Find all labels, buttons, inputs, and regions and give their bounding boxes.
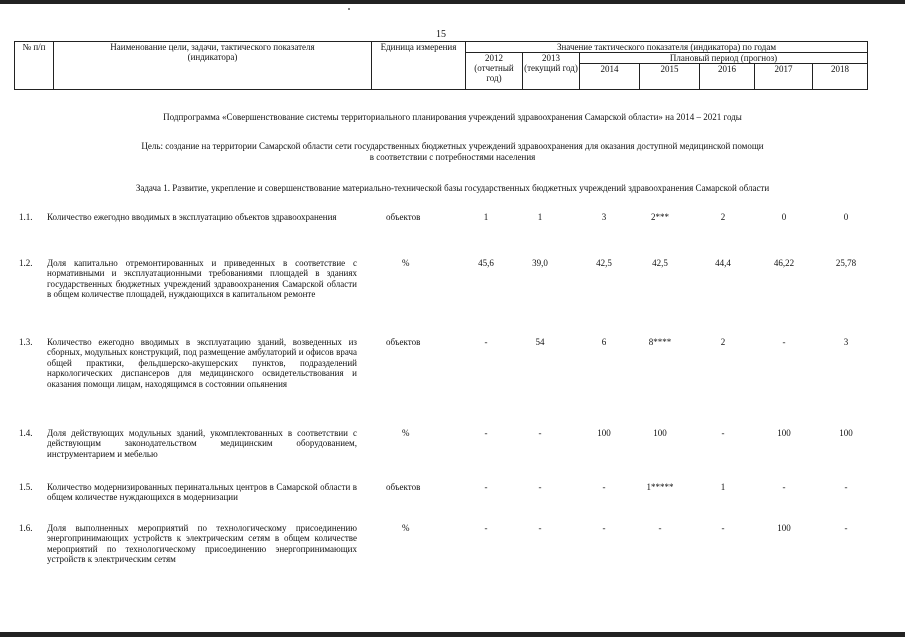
row-name: Количество модернизированных перинатальных центров в Самарской области в общем количестве нуждающихся в модернизации bbox=[47, 482, 357, 503]
value-2013: - bbox=[538, 482, 542, 492]
row-num: 1.1. bbox=[19, 212, 33, 222]
value-2013: - bbox=[538, 523, 542, 533]
value-2016: 2 bbox=[720, 337, 726, 347]
row-name: Доля капитально отремонтированных и приведенных в соответствие с нормативными и эксплуатационными требованиями площадей в зданиях государственных бюджетных учреждений здравоохранения Самарской области в общем количестве площадей, нуждающихся в капитальном ремонте bbox=[47, 258, 357, 300]
row-num: 1.5. bbox=[19, 482, 33, 492]
row-name: Количество ежегодно вводимых в эксплуатацию объектов здравоохранения bbox=[47, 212, 337, 222]
scan-dot bbox=[348, 8, 350, 10]
row-unit: объектов bbox=[386, 212, 421, 222]
subprogram-title: Подпрограмма «Совершенствование системы территориального планирования учреждений здравоохранения Самарской области» на 2014 – 2021 годы bbox=[163, 112, 742, 122]
row-name: Доля действующих модульных зданий, укомплектованных в соответствии с действующим законодательством медицинским оборудованием, инструментарием и мебелью bbox=[47, 428, 357, 459]
row-unit: % bbox=[402, 523, 410, 533]
value-2018: 3 bbox=[843, 337, 849, 347]
row-unit: объектов bbox=[386, 337, 421, 347]
header-2014: 2014 bbox=[580, 64, 640, 90]
value-2014: 100 bbox=[597, 428, 611, 438]
header-values-title: Значение тактического показателя (индикатора) по годам bbox=[466, 42, 868, 53]
header-2018: 2018 bbox=[813, 64, 868, 90]
value-2015: 2*** bbox=[651, 212, 669, 222]
value-2014: 6 bbox=[601, 337, 607, 347]
value-2018: 25,78 bbox=[835, 258, 857, 268]
value-2012: - bbox=[484, 337, 488, 347]
task-title: Задача 1. Развитие, укрепление и совершенствование материально-технической базы государственных бюджетных учреждений здравоохранения Самарской области bbox=[135, 183, 770, 193]
row-unit: % bbox=[402, 428, 410, 438]
row-unit: объектов bbox=[386, 482, 421, 492]
goal-line-2: в соответствии с потребностями населения bbox=[369, 152, 536, 162]
header-num: № п/п bbox=[15, 42, 54, 90]
value-2015: 8**** bbox=[648, 337, 672, 347]
value-2017: - bbox=[782, 482, 786, 492]
page-number: 15 bbox=[436, 29, 446, 40]
bottom-border bbox=[0, 632, 905, 637]
value-2017: 100 bbox=[777, 428, 791, 438]
value-2016: 1 bbox=[720, 482, 726, 492]
row-num: 1.2. bbox=[19, 258, 33, 268]
header-planned-period: Плановый период (прогноз) bbox=[580, 53, 868, 64]
value-2013: 1 bbox=[537, 212, 543, 222]
value-2018: - bbox=[844, 482, 848, 492]
row-name: Доля выполненных мероприятий по технологическому присоединению энергопринимающих устройств к электрическим сетям в общем количестве мероприятий по технологическому присоединению энергопринимающих устройств к электрическим сетям bbox=[47, 523, 357, 565]
row-num: 1.6. bbox=[19, 523, 33, 533]
header-2015: 2015 bbox=[640, 64, 700, 90]
value-2018: 100 bbox=[839, 428, 853, 438]
header-unit: Единица измерения bbox=[372, 42, 466, 90]
value-2012: 45,6 bbox=[478, 258, 494, 268]
value-2012: - bbox=[484, 523, 488, 533]
header-2013: 2013 (текущий год) bbox=[523, 53, 580, 90]
value-2017: 100 bbox=[777, 523, 791, 533]
value-2015: 1***** bbox=[646, 482, 674, 492]
value-2012: - bbox=[484, 428, 488, 438]
row-num: 1.4. bbox=[19, 428, 33, 438]
goal-line-1: Цель: создание на территории Самарской области сети государственных бюджетных учреждений здравоохранения для оказания доступной медицинской помощи bbox=[141, 141, 764, 151]
header-name: Наименование цели, задачи, тактического показателя (индикатора) bbox=[54, 42, 372, 90]
value-2014: - bbox=[602, 482, 606, 492]
value-2014: - bbox=[602, 523, 606, 533]
value-2014: 3 bbox=[601, 212, 607, 222]
top-border bbox=[0, 0, 905, 4]
value-2016: 2 bbox=[720, 212, 726, 222]
value-2016: 44,4 bbox=[715, 258, 731, 268]
header-2017: 2017 bbox=[755, 64, 813, 90]
value-2018: 0 bbox=[843, 212, 849, 222]
value-2012: 1 bbox=[483, 212, 489, 222]
value-2012: - bbox=[484, 482, 488, 492]
header-2012: 2012 (отчетный год) bbox=[466, 53, 523, 90]
row-name: Количество ежегодно вводимых в эксплуатацию зданий, возведенных из сборных, модульных конструкций, под размещение амбулаторий и офисов врача общей практики, фельдшерско-акушерских пунктов, подразделений наркологических диспансеров для медицинского освидетельствования и оказания помощи лицам, находящимся в состоянии опьянения bbox=[47, 337, 357, 389]
value-2013: 54 bbox=[535, 337, 545, 347]
value-2016: - bbox=[721, 523, 725, 533]
value-2014: 42,5 bbox=[596, 258, 612, 268]
value-2017: 0 bbox=[781, 212, 787, 222]
value-2017: 46,22 bbox=[773, 258, 795, 268]
value-2015: 42,5 bbox=[652, 258, 668, 268]
value-2018: - bbox=[844, 523, 848, 533]
value-2015: - bbox=[658, 523, 662, 533]
value-2013: - bbox=[538, 428, 542, 438]
value-2016: - bbox=[721, 428, 725, 438]
value-2013: 39,0 bbox=[532, 258, 548, 268]
row-num: 1.3. bbox=[19, 337, 33, 347]
value-2015: 100 bbox=[653, 428, 667, 438]
value-2017: - bbox=[782, 337, 786, 347]
row-unit: % bbox=[402, 258, 410, 268]
header-table bbox=[14, 41, 868, 90]
header-2016: 2016 bbox=[700, 64, 755, 90]
